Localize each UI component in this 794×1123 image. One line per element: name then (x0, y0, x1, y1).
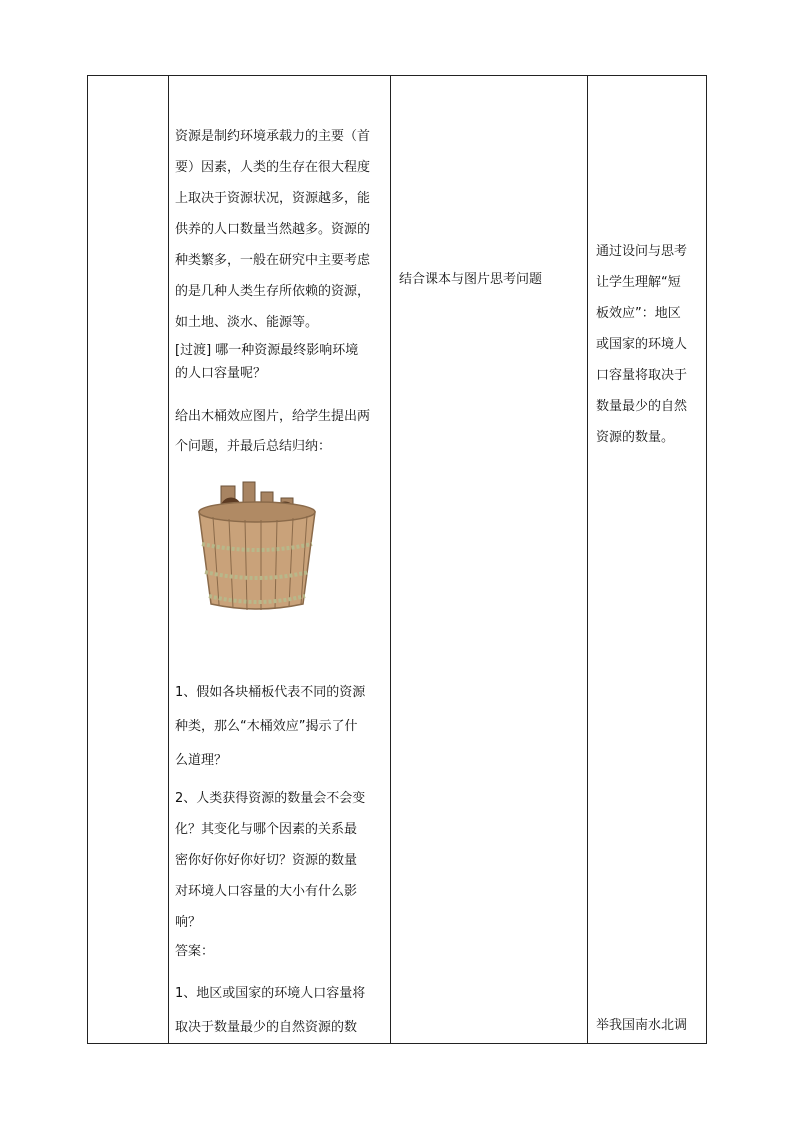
resource-paragraph (175, 121, 389, 338)
answer-1 (175, 977, 389, 1043)
text-line: 板效应”：地区 (596, 306, 681, 321)
text-line: 如土地、淡水、能源等。 (175, 315, 319, 330)
text-line: 资源的数量。 (596, 430, 675, 445)
text-line: 响？ (175, 915, 202, 930)
text-line: 2、人类获得资源的数量会不会变 (175, 791, 366, 806)
text-line: 让学生理解“短 (596, 275, 681, 290)
text-line: 对环境人口容量的大小有什么影 (175, 884, 358, 899)
text-line: 么道理？ (175, 753, 228, 768)
text-line: 个问题，并最后总结归纳： (175, 439, 332, 454)
text-line: 给出木桶效应图片，给学生提出两 (175, 409, 371, 424)
transition-paragraph (175, 339, 389, 385)
text-line: 种类繁多，一般在研究中主要考虑 (175, 253, 371, 268)
text-line: 1、假如各块桶板代表不同的资源 (175, 685, 366, 700)
text-line: [过渡] 哪一种资源最终影响环境 (175, 343, 359, 358)
lesson-table (87, 75, 707, 1044)
text-line: 密你好你好你好切？资源的数量 (175, 853, 358, 868)
text-line: 通过设问与思考 (596, 244, 688, 259)
text-line: 或国家的环境人 (596, 337, 688, 352)
answer-label (175, 942, 389, 962)
text-line: 口容量将取决于 (596, 368, 688, 383)
text-line: 取决于数量最少的自然资源的数 (175, 1020, 358, 1035)
design-intent-text (596, 236, 687, 453)
text-line: 化？其变化与哪个因素的关系最 (175, 822, 358, 837)
text-line: 答案： (175, 944, 215, 959)
question-1 (175, 676, 389, 778)
text-line: 的人口容量呢？ (175, 366, 267, 381)
text-line: 种类，那么“木桶效应”揭示了什 (175, 719, 358, 734)
text-line: 要）因素，人类的生存在很大程度 (175, 160, 371, 175)
question-2 (175, 783, 389, 938)
text-line: 1、地区或国家的环境人口容量将 (175, 986, 366, 1001)
design-intent-continued: 举我国南水北调 (596, 1018, 688, 1033)
student-activity-text: 结合课本与图片思考问题 (399, 272, 543, 287)
wooden-bucket-illustration (193, 472, 321, 617)
instruction-paragraph (175, 402, 389, 462)
text-line: 的是几种人类生存所依赖的资源， (175, 284, 371, 299)
text-line: 资源是制约环境承载力的主要（首 (175, 129, 371, 144)
text-line: 数量最少的自然 (596, 399, 688, 414)
student-activity-cell (391, 76, 587, 1043)
teaching-content-cell (169, 76, 390, 1043)
text-line: 供养的人口数量当然越多。资源的 (175, 222, 371, 237)
design-intent-cell (588, 76, 707, 1043)
text-line: 上取决于资源状况，资源越多，能 (175, 191, 371, 206)
